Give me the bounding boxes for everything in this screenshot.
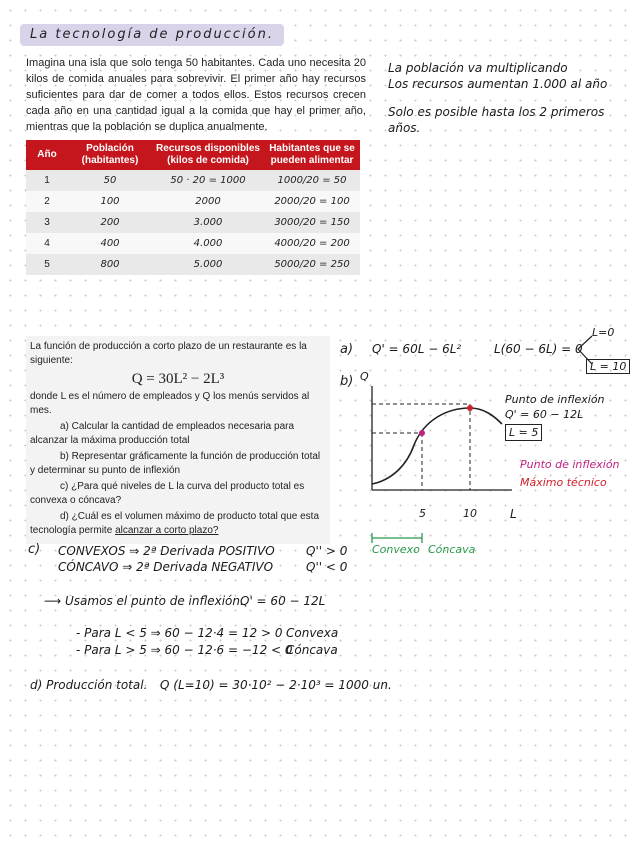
cell-population: 50 (68, 170, 152, 191)
cell-year: 5 (26, 254, 68, 275)
graph-y-axis-label: Q (360, 370, 369, 383)
cell-resources: 2000 (152, 191, 264, 212)
note-resources: Los recursos aumentan 1.000 al año (388, 77, 608, 91)
use-inflection-eq: Q' = 60 − 12L (240, 594, 326, 608)
header-resources: Recursos disponibles (kilos de comida) (152, 140, 264, 170)
legend-max: Máximo técnico (520, 476, 607, 489)
problem-statement (26, 336, 330, 544)
cell-fed: 2000/20 = 100 (264, 191, 360, 212)
header-year: Año (26, 140, 68, 170)
cell-fed: 3000/20 = 150 (264, 212, 360, 233)
graph-tick-10: 10 (463, 507, 477, 520)
solution-d-equation: Q (L=10) = 30·10² − 2·10³ = 1000 un. (160, 678, 392, 692)
cell-fed: 1000/20 = 50 (264, 170, 360, 191)
intro-paragraph: Imagina una isla que solo tenga 50 habitantes. Cada uno necesita 20 kilos de comida anuales para sobrevivir. El primer año hay recursos suficientes para dar de comer a todos ellos. Estos recursos crecen cada año en una cantidad igual a la comida que hay el primer año, mientras que la población se duplica anualmente. (26, 57, 366, 133)
use-inflection-note: ⟶ Usamos el punto de inflexión. (44, 594, 244, 608)
case-less-result: Convexa (286, 626, 339, 640)
cell-year: 1 (26, 170, 68, 191)
table-row (26, 191, 360, 212)
cell-resources: 50 · 20 = 1000 (152, 170, 264, 191)
question-b: b) Representar gráficamente la función de producción total y determinar su punto de inflexión (30, 451, 321, 476)
header-fed: Habitantes que se pueden alimentar (264, 140, 360, 170)
inflection-calc (505, 392, 630, 441)
page-title: La tecnología de producción. (30, 27, 274, 42)
cell-fed: 5000/20 = 250 (264, 254, 360, 275)
question-d (30, 510, 326, 538)
solution-d-label: d) Producción total. (30, 678, 148, 692)
cell-resources: 4.000 (152, 233, 264, 254)
cell-resources: 5.000 (152, 254, 264, 275)
production-formula: Q = 30L² − 2L³ (131, 371, 225, 387)
question-c: c) ¿Para qué niveles de L la curva del producto total es convexa o cóncava? (30, 481, 305, 506)
total-product-curve (372, 408, 502, 484)
solution-c-label: c) (28, 542, 41, 557)
root-brace-icon (572, 330, 596, 370)
header-population: Población (habitantes) (68, 140, 152, 170)
question-a: a) Calcular la cantidad de empleados necesaria para alcanzar la máxima producción total (30, 421, 295, 446)
solution-a-label: a) (340, 342, 354, 357)
convex-condition: Q'' > 0 (306, 544, 348, 558)
question-d-underlined: alcanzar a corto plazo? (115, 525, 219, 536)
cell-resources: 3.000 (152, 212, 264, 233)
table-row (26, 212, 360, 233)
cell-population: 100 (68, 191, 152, 212)
max-point-marker (467, 405, 473, 411)
problem-intro: La función de producción a corto plazo de un restaurante es la siguiente: (30, 341, 307, 366)
inflection-point-marker (419, 430, 425, 436)
cell-year: 3 (26, 212, 68, 233)
cell-population: 800 (68, 254, 152, 275)
cell-year: 2 (26, 191, 68, 212)
graph-x-axis-label: L (510, 507, 517, 521)
concave-rule: CÓNCAVO ⇒ 2ª Derivada NEGATIVO (58, 560, 274, 574)
note-population: La población va multiplicando (388, 61, 568, 75)
convex-label: Convexo (372, 543, 420, 556)
solution-a-derivative: Q' = 60L − 6L² (372, 342, 462, 356)
problem-where: donde L es el número de empleados y Q los menús servidos al mes. (30, 391, 310, 416)
inflection-title: Punto de inflexión (505, 393, 605, 406)
table-row (26, 254, 360, 275)
case-greater-result: Cóncava (286, 643, 338, 657)
cell-year: 4 (26, 233, 68, 254)
table-row (26, 170, 360, 191)
concave-label: Cóncava (428, 543, 476, 556)
solution-a-root0: L=0 (592, 326, 615, 339)
solution-a-root10: L = 10 (586, 359, 630, 374)
inflection-derivative: Q' = 60 − 12L (505, 408, 584, 421)
graph-tick-5: 5 (419, 507, 426, 520)
table-row (26, 233, 360, 254)
notes-block (388, 60, 628, 136)
graph-label: b) (340, 374, 354, 389)
note-possible: Solo es posible hasta los 2 primeros (388, 105, 605, 119)
note-years: años. (388, 121, 421, 135)
cell-population: 200 (68, 212, 152, 233)
title-highlight (20, 24, 284, 46)
resources-table (26, 140, 360, 275)
cell-fed: 4000/20 = 200 (264, 233, 360, 254)
question-d-text: d) ¿Cuál es el volumen máximo de producto total que esta tecnología permite (30, 511, 320, 536)
case-less-than-5: - Para L < 5 ⇒ 60 − 12·4 = 12 > 0 (76, 626, 283, 640)
cell-population: 400 (68, 233, 152, 254)
solution-a-factor: L(60 − 6L) = 0 (494, 342, 583, 356)
inflection-result: L = 5 (505, 424, 542, 441)
legend-inflection: Punto de inflexión (520, 458, 620, 471)
case-greater-than-5: - Para L > 5 ⇒ 60 − 12·6 = −12 < 0 (76, 643, 293, 657)
table-header-row (26, 140, 360, 170)
convex-rule: CONVEXOS ⇒ 2ª Derivada POSITIVO (58, 544, 275, 558)
concave-condition: Q'' < 0 (306, 560, 348, 574)
